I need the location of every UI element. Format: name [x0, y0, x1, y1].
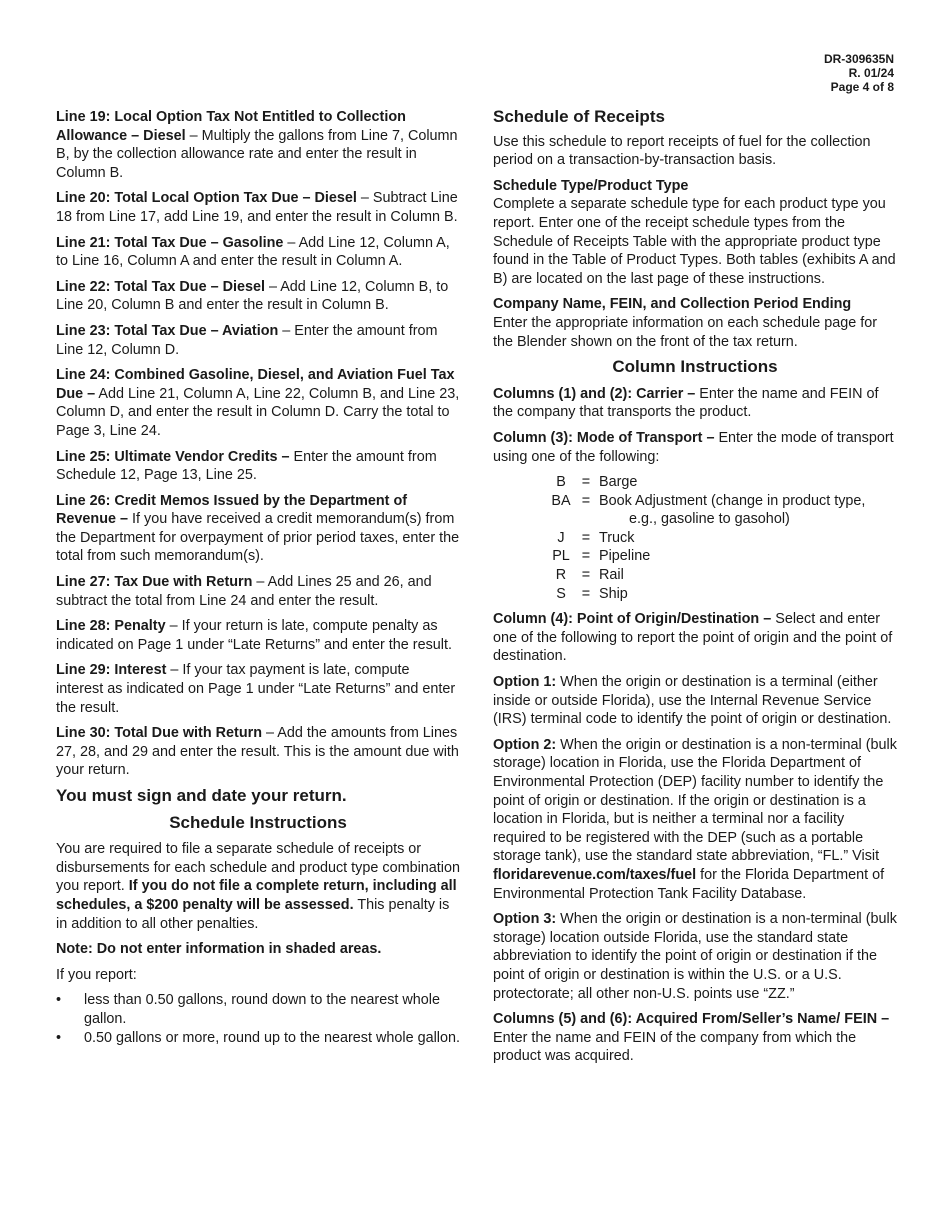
line-title: Line 28: Penalty [56, 618, 166, 635]
line-text: – Add Line 12, Column B, to Line 20, Column B and enter the result in Column B. [56, 278, 449, 314]
left-column [56, 108, 460, 1047]
line-text: – Add the amounts from Lines 27, 28, and 29 and enter the result. This is the amount due with your return. [56, 725, 459, 779]
line-text: Add Line 21, Column A, Line 22, Column B, and Line 23, Column D, and enter the result in Column D. Carry the total to Page 3, Line 24. [56, 385, 460, 439]
schedule-intro: Use this schedule to report receipts of fuel for the collection period on a transaction-by-transaction basis. [493, 133, 871, 169]
column-3: Column (3): Mode of Transport – Enter the mode of transport using one of the following: [493, 429, 894, 465]
schedule-type-section: Schedule Type/Product Type Complete a separate schedule type for each product type you report. Enter one of the receipt schedule types from the Schedule of Receipts Table with the appropriate product type found in the Table of Product Types. Both tables (exhibits A and B) are located on the last page of these instructions. [493, 177, 896, 287]
mode-code: B [556, 474, 566, 491]
line-instruction [56, 322, 460, 359]
table-row [543, 566, 865, 585]
mode-code: PL [552, 548, 570, 565]
option-2: Option 2: When the origin or destination is a non-terminal (bulk storage) location in Florida, use the Florida Department of Environmental Protection (DEP) facility number to identify the point of origin or destination. If the origin or destination is a location in Florida, but is neither a terminal nor a facility required to be registered with the DEP (such as a portable storage tank), use the standard state abbreviation, “FL.” Visit floridarevenue.com/taxes/fuel for the Florida Department of Environmental Protection Tank Facility Database. [493, 736, 897, 902]
line-title: Line 22: Total Tax Due – Diesel [56, 278, 265, 295]
line-instruction [56, 724, 460, 780]
form-revision: R. 01/24 [848, 66, 894, 80]
sign-heading: You must sign and date your return. [56, 786, 347, 805]
line-instruction [56, 448, 460, 485]
mode-code: J [557, 529, 565, 546]
line-instruction [56, 108, 460, 182]
shaded-areas-note: Note: Do not enter information in shaded areas. [56, 941, 382, 958]
table-row [543, 529, 865, 548]
mode-code: R [555, 567, 567, 584]
line-title: Line 20: Total Local Option Tax Due – Diesel [56, 190, 357, 207]
column-4: Column (4): Point of Origin/Destination – Select and enter one of the following to report the point of origin and the point of destination. [493, 611, 893, 665]
line-title: Line 23: Total Tax Due – Aviation [56, 322, 279, 339]
mode-equals: = [581, 567, 591, 584]
form-number: DR-309635N [823, 52, 894, 66]
line-title: Line 25: Ultimate Vendor Credits – [56, 448, 290, 465]
line-title: Line 27: Tax Due with Return [56, 574, 253, 591]
line-title: Line 29: Interest [56, 662, 167, 679]
option-1: Option 1: When the origin or destination is a terminal (either inside or outside Florida), use the Internal Revenue Service (IRS) terminal code to identify the point of origin or destination. [493, 674, 892, 728]
mode-equals: = [581, 548, 591, 565]
schedule-of-receipts-title: Schedule of Receipts [493, 107, 665, 126]
line-title: Line 26: Credit Memos Issued by the Department of Revenue – [56, 492, 408, 528]
line-instruction [56, 278, 460, 315]
table-row [543, 473, 865, 492]
list-item: • less than 0.50 gallons, round down to the nearest whole gallon. [56, 992, 441, 1027]
mode-description: Pipeline [599, 548, 651, 565]
mode-equals: = [581, 585, 591, 602]
rounding-rules [56, 991, 460, 1047]
line-text: – Add Lines 25 and 26, and subtract the total from Line 24 and enter the result. [56, 574, 432, 609]
line-instruction [56, 234, 460, 271]
mode-description: Truck [599, 529, 635, 546]
line-text: – Multiply the gallons from Line 7, Column B, by the collection allowance rate and enter the result in Column B. [56, 127, 458, 181]
table-row [543, 547, 865, 566]
if-you-report: If you report: [56, 966, 137, 983]
line-text: – If your tax payment is late, compute interest as indicated on Page 1 under “Late Returns” and enter the result. [56, 662, 456, 716]
line-title: Line 24: Combined Gasoline, Diesel, and Aviation Fuel Tax Due – [56, 367, 455, 402]
line-instruction [56, 617, 460, 654]
columns-1-2: Columns (1) and (2): Carrier – Enter the name and FEIN of the company that transports the product. [493, 385, 879, 421]
mode-description: Barge [599, 474, 638, 491]
line-title: Line 21: Total Tax Due – Gasoline [56, 234, 284, 251]
column-instructions-heading: Column Instructions [612, 357, 778, 377]
line-title: Line 30: Total Due with Return [56, 725, 263, 742]
company-section: Company Name, FEIN, and Collection Period Ending Enter the appropriate information on each schedule page for the Blender shown on the front of the tax return. [493, 296, 878, 350]
mode-equals: = [581, 492, 591, 509]
form-header [824, 52, 894, 94]
florida-revenue-link[interactable]: floridarevenue.com/taxes/fuel [493, 866, 697, 883]
line-text: – If your return is late, compute penalty as indicated on Page 1 under “Late Returns” and enter the result. [56, 618, 452, 653]
right-column [493, 108, 897, 1073]
line-text: – Enter the amount from Line 12, Column D. [56, 322, 438, 358]
table-row [543, 492, 865, 529]
line-instructions [56, 108, 460, 780]
table-row [543, 585, 865, 604]
mode-description: Book Adjustment (change in product type, e.g., gasoline to gasohol) [599, 492, 866, 528]
option-3: Option 3: When the origin or destination is a non-terminal (bulk storage) location outside Florida, use the standard state abbreviation to identify the point of origin or destination if the point of origin or destination is within the U.S. or a U.S. protectorate; all other non-U.S. points use “ZZ.” [493, 911, 897, 1002]
line-text: If you have received a credit memorandum(s) from the Department for overpayment of prior period taxes, enter the total from such memorandum(s). [56, 511, 460, 565]
mode-description: Ship [599, 585, 628, 602]
schedule-instructions-heading: Schedule Instructions [169, 812, 347, 832]
mode-description: Rail [599, 567, 624, 584]
mode-equals: = [581, 529, 591, 546]
mode-equals: = [581, 474, 591, 491]
transport-modes-table [543, 473, 865, 603]
line-instruction [56, 573, 460, 610]
line-text: Enter the amount from Schedule 12, Page 13, Line 25. [56, 448, 437, 484]
line-instruction [56, 492, 460, 566]
page-number: Page 4 of 8 [830, 80, 894, 94]
mode-code: BA [551, 492, 571, 509]
line-text: – Add Line 12, Column A, to Line 16, Column A and enter the result in Column A. [56, 234, 450, 270]
mode-code: S [556, 585, 566, 602]
line-title: Line 19: Local Option Tax Not Entitled to Collection Allowance – Diesel [56, 109, 406, 144]
line-instruction [56, 366, 460, 440]
columns-5-6: Columns (5) and (6): Acquired From/Seller’s Name/ FEIN – Enter the name and FEIN of the company from which the product was acquired. [493, 1011, 890, 1065]
line-instruction [56, 189, 460, 226]
schedule-paragraph: You are required to file a separate schedule of receipts or disbursements for each schedule and product type combination you report. If you do not file a complete return, including all schedules, a $200 penalty will be assessed. This penalty is in addition to all other penalties. [56, 841, 460, 932]
line-instruction [56, 661, 460, 717]
line-text: – Subtract Line 18 from Line 17, add Line 19, and enter the result in Column B. [56, 190, 458, 225]
penalty-warning: If you do not file a complete return, including all schedules, a $200 penalty will be assessed. [56, 878, 457, 913]
list-item: • 0.50 gallons or more, round up to the nearest whole gallon. [56, 1029, 460, 1046]
